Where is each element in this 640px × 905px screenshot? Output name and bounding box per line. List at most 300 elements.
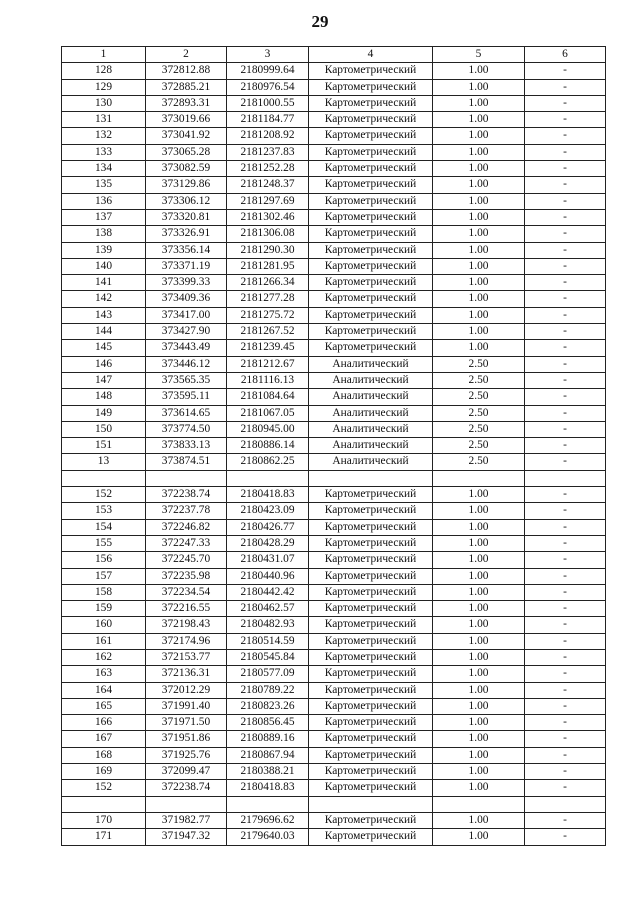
table-cell: -	[525, 193, 606, 209]
table-cell: 2179640.03	[227, 829, 309, 845]
column-header: 1	[62, 47, 146, 63]
table-cell: 167	[62, 731, 146, 747]
table-cell: 1.00	[433, 275, 525, 291]
table-cell: Аналитический	[309, 356, 433, 372]
table-cell: 373774.50	[146, 421, 227, 437]
table-cell: 155	[62, 535, 146, 551]
table-cell: 144	[62, 324, 146, 340]
table-cell: 371951.86	[146, 731, 227, 747]
table-cell: 134	[62, 161, 146, 177]
table-row	[62, 552, 606, 568]
table-cell: 2180789.22	[227, 682, 309, 698]
table-cell: -	[525, 242, 606, 258]
table-cell: 372885.21	[146, 79, 227, 95]
table-cell: 373356.14	[146, 242, 227, 258]
table-cell: 371982.77	[146, 812, 227, 828]
table-cell: 2180545.84	[227, 649, 309, 665]
table-cell: Картометрический	[309, 95, 433, 111]
empty-cell	[62, 470, 146, 486]
table-row	[62, 209, 606, 225]
table-cell: -	[525, 79, 606, 95]
table-row	[62, 829, 606, 845]
column-header: 6	[525, 47, 606, 63]
table-cell: 1.00	[433, 617, 525, 633]
table-cell: 135	[62, 177, 146, 193]
table-cell: Картометрический	[309, 112, 433, 128]
table-cell: Картометрический	[309, 519, 433, 535]
table-row	[62, 242, 606, 258]
table-cell: -	[525, 275, 606, 291]
table-cell: 373427.90	[146, 324, 227, 340]
table-cell: 373833.13	[146, 438, 227, 454]
table-cell: 2180418.83	[227, 487, 309, 503]
table-row	[62, 307, 606, 323]
table-cell: Картометрический	[309, 209, 433, 225]
table-cell: 1.00	[433, 226, 525, 242]
table-row	[62, 568, 606, 584]
table-cell: 2180889.16	[227, 731, 309, 747]
table-cell: -	[525, 747, 606, 763]
table-cell: Картометрический	[309, 764, 433, 780]
table-cell: 1.00	[433, 193, 525, 209]
table-cell: -	[525, 649, 606, 665]
empty-cell	[227, 796, 309, 812]
empty-cell	[525, 796, 606, 812]
table-cell: 152	[62, 780, 146, 796]
table-cell: Аналитический	[309, 438, 433, 454]
table-cell: 2180862.25	[227, 454, 309, 470]
table-cell: 131	[62, 112, 146, 128]
table-cell: 2181067.05	[227, 405, 309, 421]
table-cell: 161	[62, 633, 146, 649]
table-cell: -	[525, 95, 606, 111]
table-cell: 2180945.00	[227, 421, 309, 437]
table-cell: 2181252.28	[227, 161, 309, 177]
table-row	[62, 519, 606, 535]
table-cell: 2180426.77	[227, 519, 309, 535]
table-row	[62, 715, 606, 731]
table-cell: Картометрический	[309, 633, 433, 649]
table-cell: 2181248.37	[227, 177, 309, 193]
table-cell: 2180867.94	[227, 747, 309, 763]
table-cell: 372812.88	[146, 63, 227, 79]
table-cell: 2181302.46	[227, 209, 309, 225]
table-cell: Аналитический	[309, 389, 433, 405]
table-cell: 162	[62, 649, 146, 665]
table-row	[62, 79, 606, 95]
table-cell: 149	[62, 405, 146, 421]
table-cell: 2181266.34	[227, 275, 309, 291]
table-cell: 373320.81	[146, 209, 227, 225]
table-cell: Аналитический	[309, 405, 433, 421]
table-cell: 372235.98	[146, 568, 227, 584]
table-row	[62, 128, 606, 144]
table-cell: 164	[62, 682, 146, 698]
table-cell: 1.00	[433, 764, 525, 780]
table-cell: 2181306.08	[227, 226, 309, 242]
empty-cell	[309, 796, 433, 812]
table-cell: 2181084.64	[227, 389, 309, 405]
table-cell: 1.00	[433, 340, 525, 356]
table-cell: Картометрический	[309, 487, 433, 503]
table-cell: 2181116.13	[227, 372, 309, 388]
table-cell: 145	[62, 340, 146, 356]
table-row	[62, 340, 606, 356]
table-cell: 2180431.07	[227, 552, 309, 568]
table-cell: 166	[62, 715, 146, 731]
table-cell: 1.00	[433, 649, 525, 665]
table-cell: Картометрический	[309, 649, 433, 665]
table-cell: 1.00	[433, 812, 525, 828]
table-cell: -	[525, 682, 606, 698]
table-cell: 1.00	[433, 666, 525, 682]
table-row	[62, 112, 606, 128]
table-row	[62, 649, 606, 665]
table-cell: 2181267.52	[227, 324, 309, 340]
table-cell: 169	[62, 764, 146, 780]
table-cell: 143	[62, 307, 146, 323]
table-cell: -	[525, 389, 606, 405]
table-cell: 373446.12	[146, 356, 227, 372]
table-row	[62, 584, 606, 600]
table-cell: 372237.78	[146, 503, 227, 519]
table-cell: 130	[62, 95, 146, 111]
empty-cell	[309, 470, 433, 486]
table-cell: Картометрический	[309, 601, 433, 617]
table-row	[62, 780, 606, 796]
table-cell: 373614.65	[146, 405, 227, 421]
table-cell: 372216.55	[146, 601, 227, 617]
table-cell: Картометрический	[309, 747, 433, 763]
table-row	[62, 454, 606, 470]
table-cell: 373065.28	[146, 144, 227, 160]
table-cell: Картометрический	[309, 829, 433, 845]
table-cell: 1.00	[433, 698, 525, 714]
column-header: 5	[433, 47, 525, 63]
table-cell: 1.00	[433, 258, 525, 274]
table-row	[62, 421, 606, 437]
table-cell: 373399.33	[146, 275, 227, 291]
table-row	[62, 291, 606, 307]
table-cell: 2180440.96	[227, 568, 309, 584]
empty-cell	[62, 796, 146, 812]
table-cell: 372245.70	[146, 552, 227, 568]
table-cell: Картометрический	[309, 307, 433, 323]
table-cell: -	[525, 812, 606, 828]
table-cell: -	[525, 715, 606, 731]
table-cell: 2180428.29	[227, 535, 309, 551]
table-cell: 1.00	[433, 487, 525, 503]
table-cell: Картометрический	[309, 161, 433, 177]
table-cell: Картометрический	[309, 79, 433, 95]
table-row	[62, 356, 606, 372]
table-cell: Картометрический	[309, 503, 433, 519]
table-cell: 372099.47	[146, 764, 227, 780]
table-cell: 137	[62, 209, 146, 225]
table-cell: Картометрический	[309, 63, 433, 79]
table-cell: 1.00	[433, 177, 525, 193]
table-cell: 2181237.83	[227, 144, 309, 160]
table-cell: -	[525, 128, 606, 144]
table-cell: 153	[62, 503, 146, 519]
table-cell: -	[525, 356, 606, 372]
table-cell: Картометрический	[309, 226, 433, 242]
table-cell: 372238.74	[146, 487, 227, 503]
table-cell: 171	[62, 829, 146, 845]
table-cell: -	[525, 633, 606, 649]
table-cell: -	[525, 324, 606, 340]
table-cell: 2181184.77	[227, 112, 309, 128]
table-cell: -	[525, 226, 606, 242]
table-row	[62, 698, 606, 714]
table-cell: 165	[62, 698, 146, 714]
table-cell: 2.50	[433, 372, 525, 388]
table-cell: 372247.33	[146, 535, 227, 551]
table-cell: 373082.59	[146, 161, 227, 177]
table-cell: 373326.91	[146, 226, 227, 242]
table-cell: 151	[62, 438, 146, 454]
table-separator-row	[62, 796, 606, 812]
table-cell: 158	[62, 584, 146, 600]
table-cell: 2180999.64	[227, 63, 309, 79]
table-cell: 373041.92	[146, 128, 227, 144]
table-cell: 373129.86	[146, 177, 227, 193]
table-cell: 1.00	[433, 519, 525, 535]
table-cell: Картометрический	[309, 144, 433, 160]
table-cell: 2181000.55	[227, 95, 309, 111]
table-cell: 138	[62, 226, 146, 242]
table-cell: -	[525, 421, 606, 437]
table-cell: 1.00	[433, 242, 525, 258]
table-cell: 141	[62, 275, 146, 291]
table-row	[62, 95, 606, 111]
table-row	[62, 226, 606, 242]
table-cell: -	[525, 177, 606, 193]
table-cell: 372893.31	[146, 95, 227, 111]
empty-cell	[433, 796, 525, 812]
table-cell: 1.00	[433, 601, 525, 617]
table-row	[62, 63, 606, 79]
table-cell: 373371.19	[146, 258, 227, 274]
table-cell: 170	[62, 812, 146, 828]
table-cell: 2.50	[433, 356, 525, 372]
table-cell: 152	[62, 487, 146, 503]
table-cell: Картометрический	[309, 193, 433, 209]
table-cell: 2181290.30	[227, 242, 309, 258]
table-cell: Картометрический	[309, 258, 433, 274]
table-cell: 142	[62, 291, 146, 307]
table-row	[62, 258, 606, 274]
table-cell: 2181281.95	[227, 258, 309, 274]
empty-cell	[146, 470, 227, 486]
table-row	[62, 731, 606, 747]
empty-cell	[146, 796, 227, 812]
table-cell: 156	[62, 552, 146, 568]
table-cell: -	[525, 764, 606, 780]
table-cell: 2179696.62	[227, 812, 309, 828]
table-cell: 1.00	[433, 552, 525, 568]
table-cell: 150	[62, 421, 146, 437]
table-cell: 1.00	[433, 112, 525, 128]
table-cell: 159	[62, 601, 146, 617]
table-cell: Картометрический	[309, 698, 433, 714]
table-row	[62, 438, 606, 454]
table-cell: 1.00	[433, 535, 525, 551]
table-header-row	[62, 47, 606, 63]
table-cell: 1.00	[433, 307, 525, 323]
table-cell: 1.00	[433, 731, 525, 747]
table-cell: 146	[62, 356, 146, 372]
table-cell: 2180514.59	[227, 633, 309, 649]
table-cell: -	[525, 503, 606, 519]
table-cell: 1.00	[433, 291, 525, 307]
table-cell: Аналитический	[309, 372, 433, 388]
table-cell: 2180462.57	[227, 601, 309, 617]
table-cell: 1.00	[433, 715, 525, 731]
table-body	[62, 63, 606, 845]
table-cell: 2181212.67	[227, 356, 309, 372]
table-cell: 2181297.69	[227, 193, 309, 209]
table-cell: 1.00	[433, 503, 525, 519]
table-row	[62, 144, 606, 160]
table-cell: 1.00	[433, 95, 525, 111]
table-cell: 1.00	[433, 584, 525, 600]
table-cell: -	[525, 161, 606, 177]
table-cell: 154	[62, 519, 146, 535]
table-cell: Картометрический	[309, 812, 433, 828]
table-cell: -	[525, 535, 606, 551]
table-cell: 2180482.93	[227, 617, 309, 633]
table-cell: 371991.40	[146, 698, 227, 714]
table-cell: Картометрический	[309, 715, 433, 731]
table-cell: -	[525, 552, 606, 568]
table-row	[62, 764, 606, 780]
table-cell: 1.00	[433, 209, 525, 225]
table-row	[62, 601, 606, 617]
table-cell: 373417.00	[146, 307, 227, 323]
column-header: 3	[227, 47, 309, 63]
table-cell: -	[525, 112, 606, 128]
table-cell: -	[525, 405, 606, 421]
table-cell: 2180442.42	[227, 584, 309, 600]
table-cell: 2181275.72	[227, 307, 309, 323]
table-cell: 2180418.83	[227, 780, 309, 796]
table-cell: 163	[62, 666, 146, 682]
table-cell: 2180388.21	[227, 764, 309, 780]
table-row	[62, 682, 606, 698]
table-cell: 136	[62, 193, 146, 209]
table-cell: 372012.29	[146, 682, 227, 698]
table-row	[62, 666, 606, 682]
table-cell: Картометрический	[309, 617, 433, 633]
table-cell: -	[525, 258, 606, 274]
table-cell: Картометрический	[309, 682, 433, 698]
table-cell: 1.00	[433, 633, 525, 649]
table-cell: -	[525, 487, 606, 503]
table-cell: -	[525, 340, 606, 356]
table-row	[62, 161, 606, 177]
table-cell: 132	[62, 128, 146, 144]
table-cell: 133	[62, 144, 146, 160]
table-cell: -	[525, 584, 606, 600]
empty-cell	[525, 470, 606, 486]
table-cell: 2.50	[433, 421, 525, 437]
table-cell: 168	[62, 747, 146, 763]
table-row	[62, 535, 606, 551]
table-cell: -	[525, 144, 606, 160]
table-cell: 372153.77	[146, 649, 227, 665]
table-cell: 1.00	[433, 128, 525, 144]
table-row	[62, 372, 606, 388]
table-cell: 373306.12	[146, 193, 227, 209]
table-cell: 2180423.09	[227, 503, 309, 519]
table-cell: -	[525, 829, 606, 845]
table-cell: -	[525, 698, 606, 714]
table-cell: -	[525, 601, 606, 617]
table-cell: 2180823.26	[227, 698, 309, 714]
table-row	[62, 617, 606, 633]
table-cell: 373409.36	[146, 291, 227, 307]
table-row	[62, 812, 606, 828]
table-cell: 1.00	[433, 324, 525, 340]
table-row	[62, 503, 606, 519]
table-cell: 373595.11	[146, 389, 227, 405]
table-cell: 129	[62, 79, 146, 95]
table-cell: 2.50	[433, 405, 525, 421]
table-cell: 371925.76	[146, 747, 227, 763]
table-cell: 372234.54	[146, 584, 227, 600]
table-cell: 140	[62, 258, 146, 274]
table-row	[62, 487, 606, 503]
table-separator-row	[62, 470, 606, 486]
table-cell: 2180976.54	[227, 79, 309, 95]
table-cell: 371947.32	[146, 829, 227, 845]
table-cell: 128	[62, 63, 146, 79]
table-cell: Картометрический	[309, 552, 433, 568]
table-cell: 160	[62, 617, 146, 633]
column-header: 2	[146, 47, 227, 63]
table-cell: 1.00	[433, 682, 525, 698]
table-cell: Картометрический	[309, 584, 433, 600]
table-cell: -	[525, 291, 606, 307]
table-cell: 2180886.14	[227, 438, 309, 454]
table-row	[62, 324, 606, 340]
table-cell: Картометрический	[309, 666, 433, 682]
table-cell: -	[525, 617, 606, 633]
table-row	[62, 389, 606, 405]
empty-cell	[433, 470, 525, 486]
table-cell: 1.00	[433, 829, 525, 845]
table-cell: 2180856.45	[227, 715, 309, 731]
table-cell: -	[525, 307, 606, 323]
table-cell: 1.00	[433, 144, 525, 160]
table-cell: 373565.35	[146, 372, 227, 388]
table-cell: 372136.31	[146, 666, 227, 682]
table-cell: 2180577.09	[227, 666, 309, 682]
table-cell: 1.00	[433, 79, 525, 95]
table-cell: 2.50	[433, 389, 525, 405]
table-cell: 1.00	[433, 63, 525, 79]
table-row	[62, 193, 606, 209]
table-cell: -	[525, 209, 606, 225]
table-cell: 371971.50	[146, 715, 227, 731]
table-row	[62, 633, 606, 649]
table-cell: -	[525, 780, 606, 796]
table-cell: 1.00	[433, 568, 525, 584]
table-cell: 372198.43	[146, 617, 227, 633]
table-cell: -	[525, 63, 606, 79]
table-cell: Картометрический	[309, 324, 433, 340]
